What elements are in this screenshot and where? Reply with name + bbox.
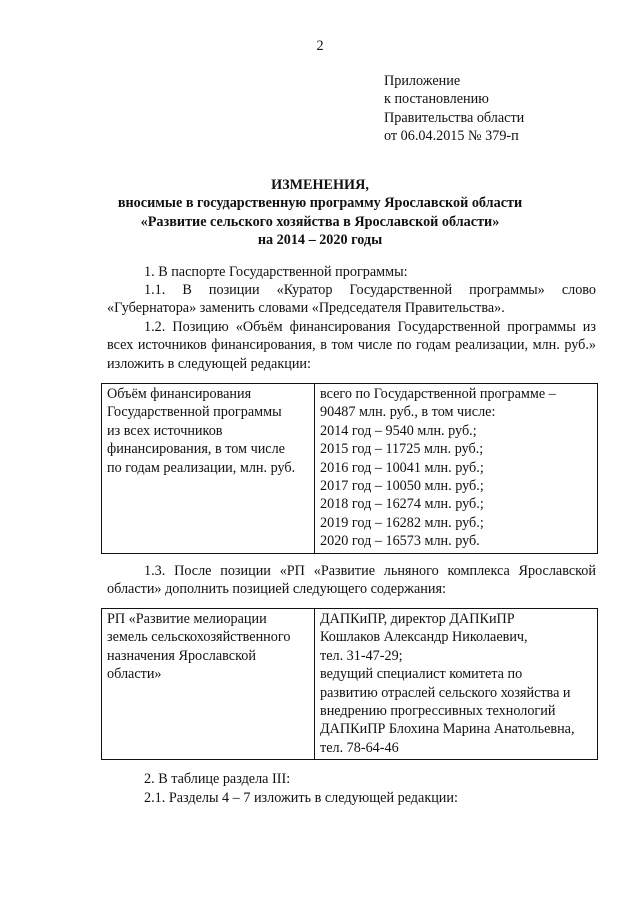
cell-line: финансирования, в том числе (107, 441, 285, 458)
paragraph-1-1: 1.1. В позиции «Куратор Государственной программы» слово «Губернатора» заменить словами «Председателя Правительства». (107, 282, 596, 317)
paragraph-1: 1. В паспорте Государственной программы: (144, 264, 408, 280)
title-line: на 2014 – 2020 годы (257, 232, 383, 249)
funding-year-line: 2019 год – 16282 млн. руб.; (320, 514, 484, 531)
appendix-line: к постановлению (384, 91, 489, 108)
title-line: «Развитие сельского хозяйства в Ярославской области» (140, 213, 500, 230)
cell-line: земель сельскохозяйственного (107, 629, 291, 646)
title-line: вносимые в государственную программу Ярославской области (117, 195, 523, 212)
funding-year-line: 2018 год – 16274 млн. руб.; (320, 496, 484, 513)
funding-table (101, 383, 598, 554)
paragraph-1-3: 1.3. После позиции «РП «Развитие льняного комплекса Ярославской области» дополнить позицией следующего содержания: (107, 563, 596, 598)
melioration-table (101, 608, 598, 760)
appendix-line: Приложение (384, 73, 461, 89)
title-heading: ИЗМЕНЕНИЯ, (271, 177, 369, 193)
appendix-line: Правительства области (384, 109, 525, 126)
cell-line: области» (107, 666, 162, 683)
paragraph-2-1: 2.1. Разделы 4 – 7 изложить в следующей редакции: (144, 790, 458, 806)
cell-line: Объём финансирования (107, 386, 252, 402)
table-row (102, 384, 598, 554)
melioration-label-cell (102, 609, 315, 760)
cell-line: РП «Развитие мелиорации (107, 611, 267, 627)
appendix-note (384, 72, 524, 146)
cell-line: внедрению прогрессивных технологий (320, 703, 556, 720)
cell-line: ведущий специалист комитета по (320, 666, 523, 683)
cell-line: тел. 31-47-29; (320, 647, 403, 664)
funding-values-cell (315, 384, 598, 554)
paragraph-2: 2. В таблице раздела III: (144, 771, 291, 787)
funding-year-line: 2016 год – 10041 млн. руб.; (320, 459, 484, 476)
cell-line: 90487 млн. руб., в том числе: (320, 404, 496, 421)
cell-line: по годам реализации, млн. руб. (107, 459, 296, 476)
cell-line: ДАПКиПР, директор ДАПКиПР (320, 611, 515, 627)
cell-line: тел. 78-64-46 (320, 739, 399, 756)
funding-label-cell (102, 384, 315, 554)
cell-line: назначения Ярославской (107, 647, 256, 664)
funding-year-line: 2014 год – 9540 млн. руб.; (320, 422, 477, 439)
cell-line: Государственной программы (107, 404, 282, 421)
cell-line: Кошлаков Александр Николаевич, (320, 629, 528, 646)
funding-year-line: 2017 год – 10050 млн. руб.; (320, 478, 484, 495)
cell-line: развитию отраслей сельского хозяйства и (320, 684, 571, 701)
cell-line: из всех источников (107, 422, 223, 439)
page-number: 2 (316, 38, 324, 54)
melioration-contacts-cell (315, 609, 598, 760)
funding-year-line: 2015 год – 11725 млн. руб.; (320, 441, 484, 458)
document-title (0, 176, 640, 250)
paragraph-1-2: 1.2. Позицию «Объём финансирования Государственной программы из всех источников финансирования, в том числе по годам реализации, млн. руб.» изложить в следующей редакции: (107, 319, 596, 372)
table-row (102, 609, 598, 760)
cell-line: ДАПКиПР Блохина Марина Анатольевна, (320, 721, 575, 738)
cell-line: всего по Государственной программе – (320, 386, 556, 402)
appendix-line: от 06.04.2015 № 379-п (384, 128, 519, 145)
funding-year-line: 2020 год – 16573 млн. руб. (320, 533, 480, 550)
